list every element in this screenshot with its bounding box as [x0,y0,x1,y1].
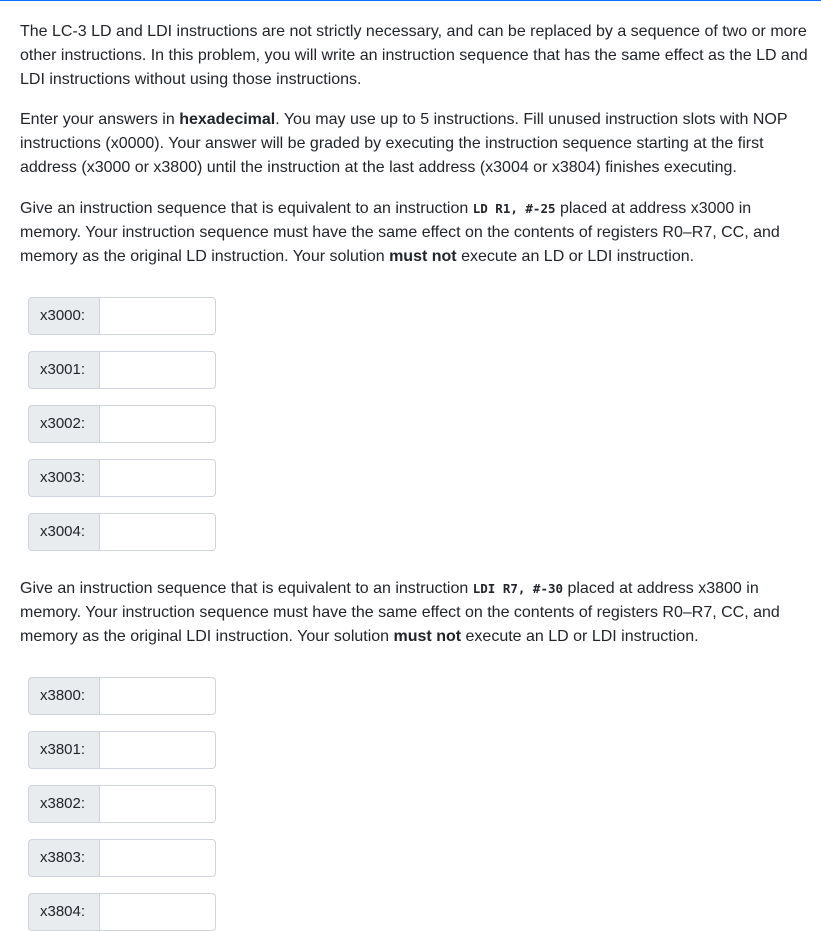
question-ldi-paragraph: Give an instruction sequence that is equivalent to an instruction LDI R7, #-30 placed at address x3800 in memory. Your instruction sequence must have the same effect on the contents of registers R0–R7, CC, and memory as the original LDI instruction. Your solution must not execute an LD or LDI instruction. [20,580,780,645]
must-not-emphasis: must not [389,248,457,265]
answer-input-x3803[interactable] [99,839,216,877]
address-label: x3003: [28,459,99,497]
ldi-instruction-code: LDI R7, #-30 [472,581,564,596]
ld-instruction-code: LD R1, #-25 [472,201,556,216]
top-accent-line [0,0,821,1]
answer-input-x3002[interactable] [99,405,216,443]
address-label: x3001: [28,351,99,389]
answer-slot-x3800 [28,677,216,715]
address-label: x3800: [28,677,99,715]
address-label: x3002: [28,405,99,443]
must-not-emphasis: must not [393,628,462,645]
answer-slot-x3000 [28,297,216,335]
address-label: x3804: [28,893,99,931]
answer-slot-x3004 [28,513,216,551]
answer-input-x3804[interactable] [99,893,216,931]
intro-paragraph: The LC-3 LD and LDI instructions are not strictly necessary, and can be replaced by a sequence of two or more other instructions. In this problem, you will write an instruction sequence that has the same effect as the LD and LDI instructions without using those instructions. [20,23,808,88]
answer-input-x3800[interactable] [99,677,216,715]
ldi-answer-slots [28,677,810,931]
answer-slot-x3003 [28,459,216,497]
answer-slot-x3001 [28,351,216,389]
answer-slot-x3002 [28,405,216,443]
answer-input-x3001[interactable] [99,351,216,389]
answer-slot-x3804 [28,893,216,931]
answer-input-x3801[interactable] [99,731,216,769]
answer-input-x3802[interactable] [99,785,216,823]
address-label: x3000: [28,297,99,335]
answer-input-x3003[interactable] [99,459,216,497]
answer-slot-x3802 [28,785,216,823]
question-ld-paragraph: Give an instruction sequence that is equivalent to an instruction LD R1, #-25 placed at address x3000 in memory. Your instruction sequence must have the same effect on the contents of registers R0–R7, CC, and memory as the original LD instruction. Your solution must not execute an LD or LDI instruction. [20,200,780,265]
answer-input-x3004[interactable] [99,513,216,551]
address-label: x3004: [28,513,99,551]
address-label: x3802: [28,785,99,823]
answer-slot-x3803 [28,839,216,877]
ld-answer-slots [28,297,810,551]
address-label: x3801: [28,731,99,769]
answer-input-x3000[interactable] [99,297,216,335]
hexadecimal-emphasis: hexadecimal [179,111,276,128]
problem-content [20,20,810,931]
answer-slot-x3801 [28,731,216,769]
instructions-paragraph: Enter your answers in hexadecimal. You may use up to 5 instructions. Fill unused instruction slots with NOP instructions (x0000). Your answer will be graded by executing the instruction sequence starting at the first address (x3000 or x3800) until the instruction at the last address (x3004 or x3804) finishes executing. [20,111,788,176]
address-label: x3803: [28,839,99,877]
